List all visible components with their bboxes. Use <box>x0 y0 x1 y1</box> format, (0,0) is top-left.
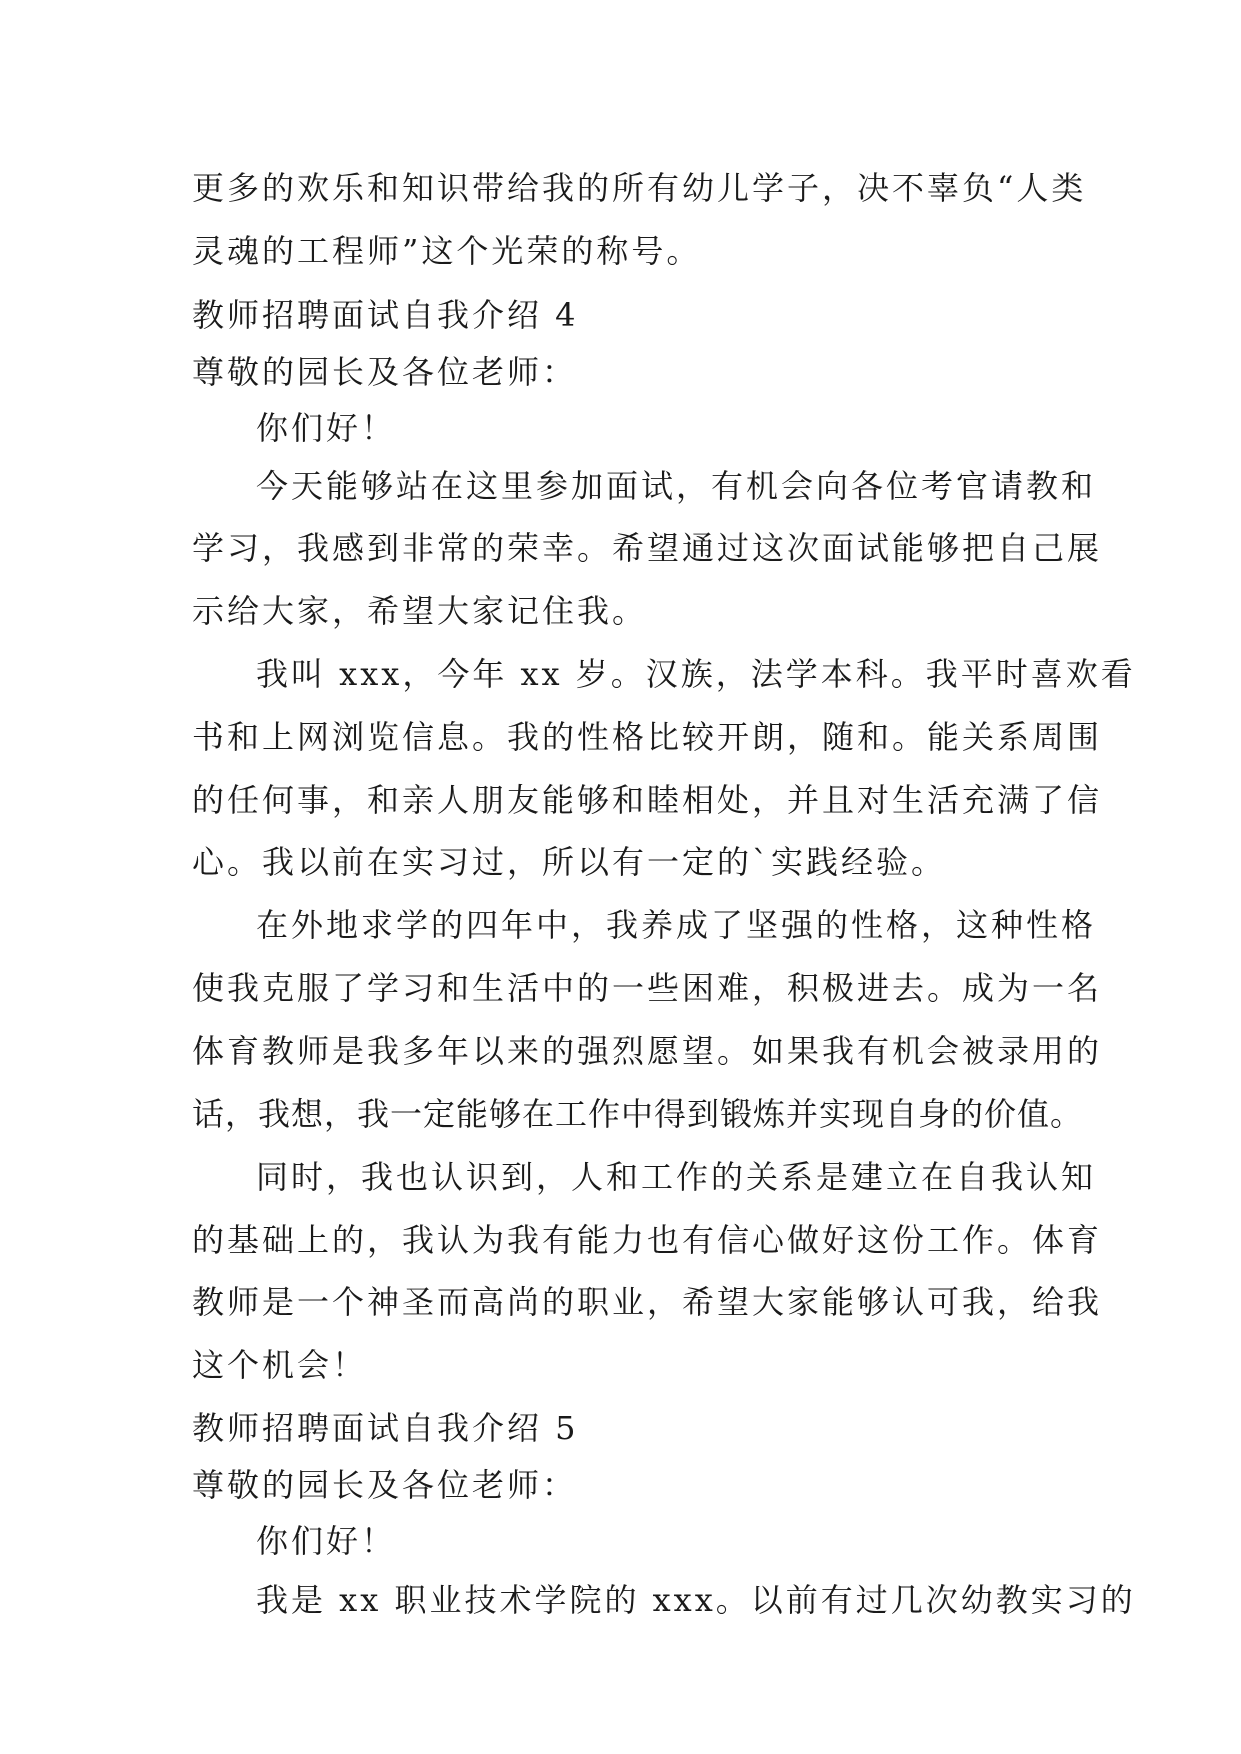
section-heading: 教师招聘面试自我介绍 5 <box>192 1409 579 1447</box>
paragraph-line: 教师是一个神圣而高尚的职业，希望大家能够认可我，给我 <box>192 1283 1103 1321</box>
text-line: 更多的欢乐和知识带给我的所有幼儿学子，决不辜负“人类 <box>192 169 1087 207</box>
paragraph-line: 话，我想，我一定能够在工作中得到锻炼并实现自身的价值。 <box>192 1095 1084 1133</box>
salutation: 尊敬的园长及各位老师： <box>192 1466 578 1504</box>
paragraph-line: 同时，我也认识到，人和工作的关系是建立在自我认知 <box>256 1158 1097 1196</box>
paragraph-line: 今天能够站在这里参加面试，有机会向各位考官请教和 <box>256 467 1097 505</box>
text-line: 灵魂的工程师”这个光荣的称号。 <box>192 232 702 270</box>
paragraph-line: 学习，我感到非常的荣幸。希望通过这次面试能够把自己展 <box>192 529 1103 567</box>
paragraph-line: 心。我以前在实习过，所以有一定的`实践经验。 <box>192 843 947 881</box>
salutation: 尊敬的园长及各位老师： <box>192 353 578 391</box>
paragraph-line: 这个机会！ <box>192 1346 368 1384</box>
paragraph-line: 体育教师是我多年以来的强烈愿望。如果我有机会被录用的 <box>192 1032 1103 1070</box>
paragraph-line: 的基础上的，我认为我有能力也有信心做好这份工作。体育 <box>192 1221 1103 1259</box>
paragraph-line: 使我克服了学习和生活中的一些困难，积极进去。成为一名 <box>192 969 1103 1007</box>
paragraph-line: 我是 xx 职业技术学院的 xxx。以前有过几次幼教实习的 <box>256 1581 1136 1619</box>
paragraph-line: 在外地求学的四年中，我养成了坚强的性格，这种性格 <box>256 906 1097 944</box>
paragraph-line: 的任何事，和亲人朋友能够和睦相处，并且对生活充满了信 <box>192 781 1103 819</box>
greeting: 你们好！ <box>256 409 397 447</box>
paragraph-line: 我叫 xxx，今年 xx 岁。汉族，法学本科。我平时喜欢看 <box>256 655 1136 693</box>
section-heading: 教师招聘面试自我介绍 4 <box>192 296 579 334</box>
paragraph-line: 示给大家，希望大家记住我。 <box>192 592 648 630</box>
greeting: 你们好！ <box>256 1522 397 1560</box>
paragraph-line: 书和上网浏览信息。我的性格比较开朗，随和。能关系周围 <box>192 718 1103 756</box>
